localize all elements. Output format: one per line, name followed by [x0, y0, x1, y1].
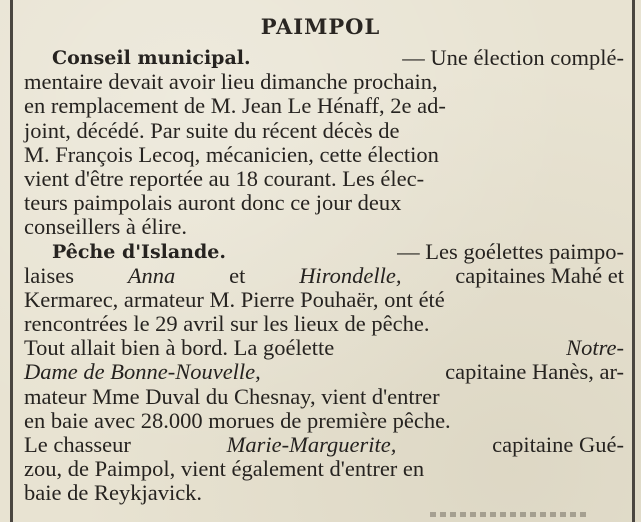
s2-line-8: en baie avec 28.000 morues de première pêche.: [24, 407, 451, 433]
s1-line-6: vient d'être reportée au 18 courant. Les élec-: [24, 165, 425, 191]
s1-line-1: Conseil municipal. — Une élection complé-: [52, 45, 624, 70]
s2-line-9: Le chasseur Marie-Marguerite, capitaine Gué-: [24, 432, 624, 457]
article-title: PAIMPOL: [260, 14, 381, 39]
s2-line-3: Kermarec, armateur M. Pierre Pouhaër, ont été: [24, 286, 445, 312]
s1-line-3: en remplacement de M. Jean Le Hénaff, 2e ad-: [24, 93, 446, 119]
ship-name-dame: Dame de Bonne-Nouvelle,: [24, 359, 261, 385]
s1-line-5: M. François Lecoq, mécanicien, cette élection: [24, 141, 439, 167]
right-column-rule: [632, 0, 635, 522]
s1-line-4: joint, décédé. Par suite du récent décès de: [24, 117, 400, 143]
ship-name-anna: Anna: [127, 262, 176, 288]
s1-heading: Conseil municipal.: [52, 47, 251, 69]
s1-line-7: teurs paimpolais auront donc ce jour deux: [24, 190, 402, 216]
ship-name-hirondelle: Hirondelle,: [299, 262, 402, 288]
s2-line-11: baie de Reykjavick.: [24, 480, 203, 506]
s2-line-4: rencontrées le 29 avril sur les lieux de pêche.: [24, 311, 430, 337]
s2-line-7: mateur Mme Duval du Chesnay, vient d'entrer: [24, 383, 440, 409]
s2-line-2: laises Anna et Hirondelle, capitaines Mahé et: [24, 262, 624, 288]
page-edge-artifact: [430, 512, 590, 517]
ship-name-notre: Notre-: [566, 335, 624, 361]
article-body: [24, 46, 624, 506]
s2-line-5: Tout allait bien à bord. La goélette Notre-: [24, 335, 624, 361]
left-column-rule: [10, 0, 13, 522]
s2-heading: Pêche d'Islande.: [52, 240, 226, 263]
s1-line-8: conseillers à élire.: [24, 214, 188, 240]
ship-name-marie: Marie-Marguerite,: [226, 432, 397, 457]
s1-line-2: mentaire devait avoir lieu dimanche prochain,: [24, 69, 438, 95]
s2-line-6: Dame de Bonne-Nouvelle, capitaine Hanès, ar-: [24, 359, 624, 385]
s2-line-10: zou, de Paimpol, vient également d'entrer en: [24, 456, 425, 482]
s2-line-1: Pêche d'Islande. — Les goélettes paimpo-: [52, 238, 624, 264]
